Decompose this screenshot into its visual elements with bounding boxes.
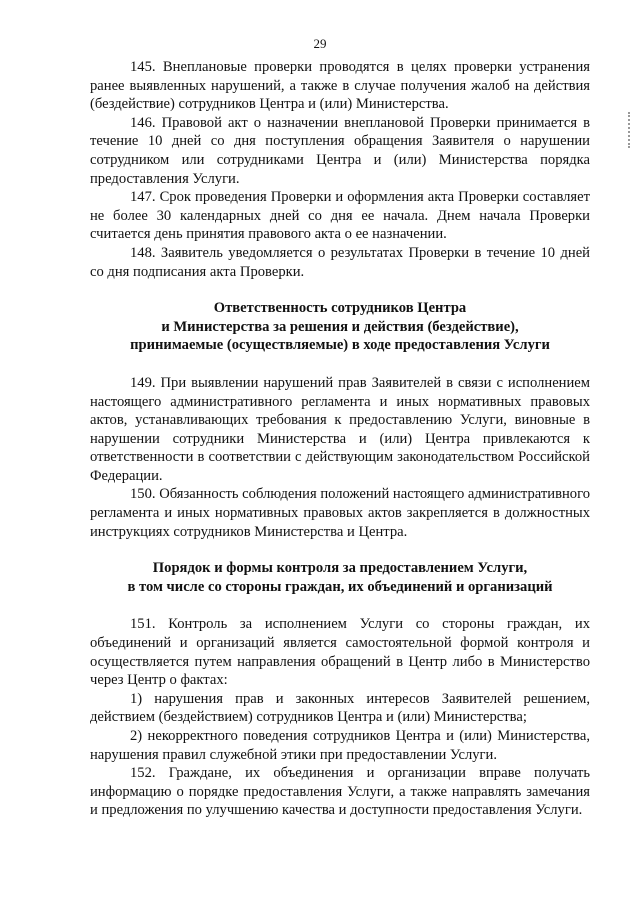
heading-control-line: Порядок и формы контроля за предоставлением Услуги, xyxy=(152,560,528,577)
paragraph-145: 145. Внеплановые проверки проводятся в целях проверки устранения ранее выявленных нарушений, а также в случае получения жалоб на действия (бездействие) сотрудников Центра и (или) Министерства. xyxy=(90,59,590,113)
paragraph-151: 151. Контроль за исполнением Услуги со стороны граждан, их объединений и организаций является самостоятельной формой контроля и осуществляется путем направления обращений в Центр либо в Министерство через Центр о фактах: xyxy=(90,616,590,689)
heading-responsibility xyxy=(90,299,590,355)
margin-mark xyxy=(628,112,636,148)
paragraph-149: 149. При выявлении нарушений прав Заявителей в связи с исполнением настоящего административного регламента и иных нормативных правовых актов, устанавливающих требования к предоставлению Услуги, виновные в нарушении сотрудники Министерства и (или) Центра привлекаются к ответственности в соответствии с действующим законодательством Российской Федерации. xyxy=(90,374,590,484)
paragraph-150: 150. Обязанность соблюдения положений настоящего административного регламента и иных нормативных правовых актов закрепляется в должностных инструкциях сотрудников Министерства и Центра. xyxy=(90,486,590,540)
heading-responsibility-line: принимаемые (осуществляемые) в ходе предоставления Услуги xyxy=(130,337,550,354)
heading-responsibility-line: и Министерства за решения и действия (бездействие), xyxy=(161,318,519,335)
page-number: 29 xyxy=(313,36,327,51)
paragraph-148: 148. Заявитель уведомляется о результатах Проверки в течение 10 дней со дня подписания акта Проверки. xyxy=(90,244,590,280)
heading-control-line: в том числе со стороны граждан, их объединений и организаций xyxy=(127,578,553,595)
list-item-1: 1) нарушения прав и законных интересов Заявителей решением, действием (бездействием) сотрудников Центра и (или) Министерства; xyxy=(90,690,590,726)
document-body xyxy=(90,58,590,820)
paragraph-147: 147. Срок проведения Проверки и оформления акта Проверки составляет не более 30 календарных дней со дня ее начала. Днем начала Проверки считается день принятия правового акта о ее назначении. xyxy=(90,189,590,243)
paragraph-152: 152. Граждане, их объединения и организации вправе получать информацию о порядке предоставления Услуги, а также направлять замечания и предложения по улучшению качества и доступности предоставления Услуги. xyxy=(90,765,590,819)
paragraph-146: 146. Правовой акт о назначении внеплановой Проверки принимается в течение 10 дней со дня поступления обращения Заявителя о нарушении сотрудником или сотрудниками Центра и (или) Министерства порядка предоставления Услуги. xyxy=(90,114,590,187)
heading-control xyxy=(90,559,590,596)
list-item-2: 2) некорректного поведения сотрудников Центра и (или) Министерства, нарушения правил служебной этики при предоставлении Услуги. xyxy=(90,728,590,763)
heading-responsibility-line: Ответственность сотрудников Центра xyxy=(213,300,467,317)
